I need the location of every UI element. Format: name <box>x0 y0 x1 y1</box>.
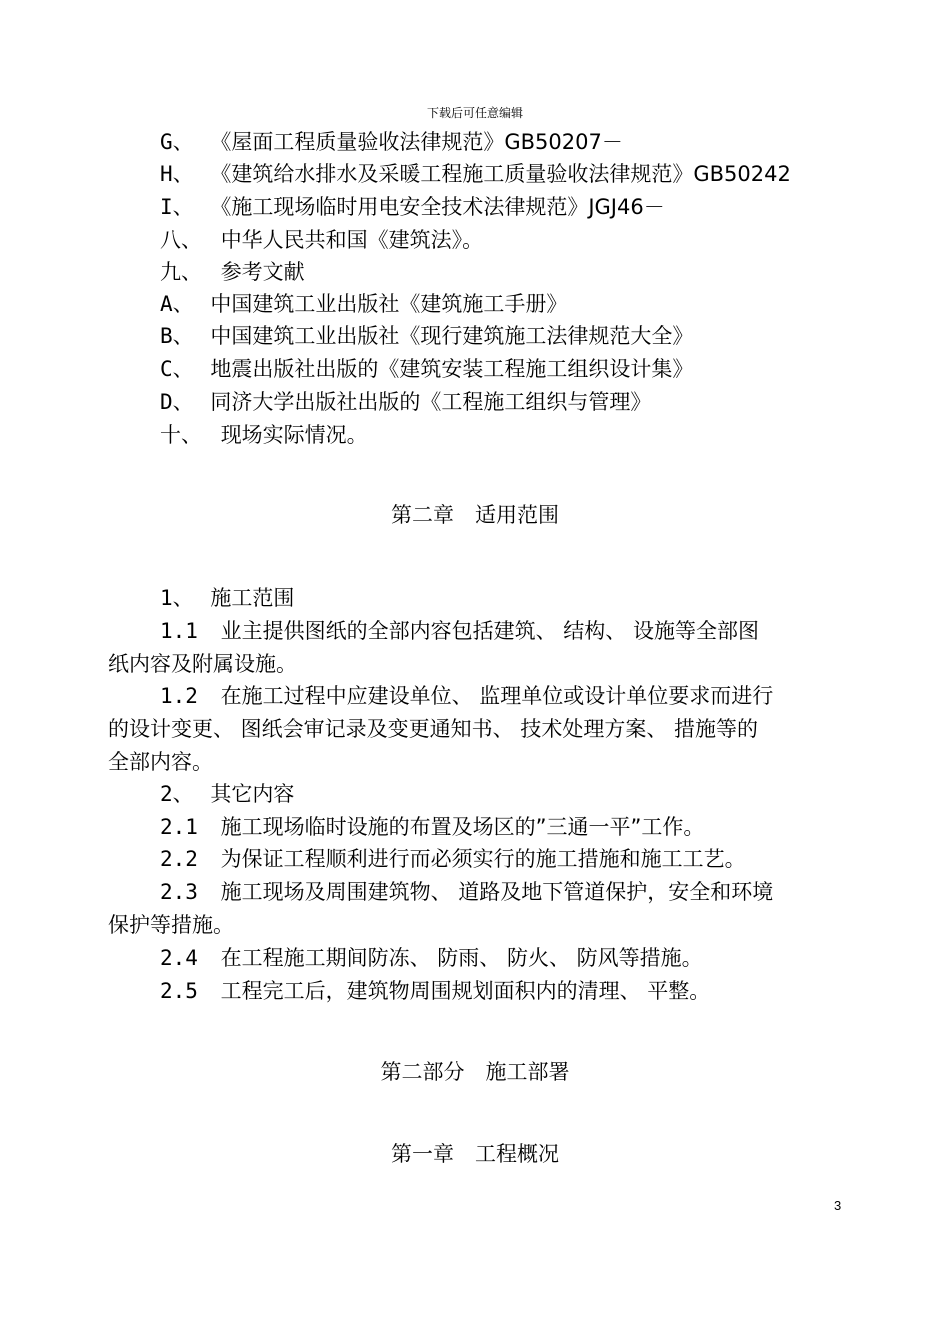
item-text: 中华人民共和国《建筑法》。 <box>220 228 484 252</box>
paragraph-number: 2.3 <box>160 880 198 904</box>
paragraph-line: 在施工过程中应建设单位、 监理单位或设计单位要求而进行 <box>220 684 774 708</box>
paragraph-number: 1.2 <box>160 684 198 708</box>
section-heading <box>160 582 294 615</box>
paragraph-number: 2.5 <box>160 979 198 1003</box>
paragraph-2-4 <box>160 942 703 975</box>
paragraph-line: 纸内容及附属设施。 <box>108 652 297 676</box>
item-marker: 八、 <box>160 228 202 252</box>
page-header: 下载后可任意编辑 <box>426 106 523 120</box>
book-text: 同济大学出版社出版的《工程施工组织与管理》 <box>210 390 652 414</box>
book-marker: D、 <box>160 390 194 414</box>
section-heading <box>160 778 294 811</box>
paragraph-line: 保护等措施。 <box>108 913 234 937</box>
ref-text: 《建筑给水排水及采暖工程施工质量验收法律规范》GB50242 <box>210 162 791 186</box>
paragraph-line: 在工程施工期间防冻、 防雨、 防火、 防风等措施。 <box>220 946 703 970</box>
paragraph-number: 1.1 <box>160 619 198 643</box>
paragraph-line: 全部内容。 <box>108 750 213 774</box>
paragraph-line: 业主提供图纸的全部内容包括建筑、 结构、 设施等全部图 <box>220 619 759 643</box>
paragraph-line: 施工现场及周围建筑物、 道路及地下管道保护，安全和环境 <box>220 880 774 904</box>
ref-text: 《施工现场临时用电安全技术法律规范》JGJ46－ <box>210 195 665 219</box>
part-heading: 第二部分 施工部署 <box>380 1060 570 1084</box>
section-title: 其它内容 <box>210 782 295 806</box>
book-item-d <box>160 386 651 419</box>
section-title: 施工范围 <box>210 586 295 610</box>
ref-marker: G、 <box>160 130 194 154</box>
paragraph-2-3 <box>160 876 773 909</box>
paragraph-2-1 <box>160 811 704 844</box>
paragraph-2-2 <box>160 843 746 876</box>
item-text: 现场实际情况。 <box>220 423 368 447</box>
item-text: 参考文献 <box>220 260 305 284</box>
list-item-10 <box>160 419 368 452</box>
paragraph-line: 的设计变更、 图纸会审记录及变更通知书、 技术处理方案、 措施等的 <box>108 717 759 741</box>
chapter-heading: 第二章 适用范围 <box>391 503 559 527</box>
book-text: 中国建筑工业出版社《建筑施工手册》 <box>210 292 568 316</box>
ref-text: 《屋面工程质量验收法律规范》GB50207－ <box>210 130 623 154</box>
book-text: 地震出版社出版的《建筑安装工程施工组织设计集》 <box>210 357 694 381</box>
list-item-9 <box>160 256 305 289</box>
item-marker: 十、 <box>160 423 202 447</box>
book-marker: C、 <box>160 357 194 381</box>
ref-marker: I、 <box>160 195 194 219</box>
book-item-c <box>160 353 693 386</box>
paragraph-number: 2.2 <box>160 847 198 871</box>
paragraph-1-2 <box>160 680 773 713</box>
section-marker: 1、 <box>160 586 194 610</box>
book-item-b <box>160 320 693 353</box>
paragraph-line: 工程完工后，建筑物周围规划面积内的清理、 平整。 <box>220 979 711 1003</box>
page-number: 3 <box>834 1198 842 1213</box>
section-marker: 2、 <box>160 782 194 806</box>
book-marker: A、 <box>160 292 194 316</box>
book-marker: B、 <box>160 324 194 348</box>
chapter-heading: 第一章 工程概况 <box>391 1142 559 1166</box>
paragraph-number: 2.1 <box>160 815 198 839</box>
list-item-8 <box>160 224 483 257</box>
book-text: 中国建筑工业出版社《现行建筑施工法律规范大全》 <box>210 324 694 348</box>
paragraph-line: 为保证工程顺利进行而必须实行的施工措施和施工工艺。 <box>220 847 746 871</box>
ref-item-g <box>160 126 623 159</box>
item-marker: 九、 <box>160 260 202 284</box>
ref-marker: H、 <box>160 162 194 186</box>
paragraph-1-1 <box>160 615 759 648</box>
paragraph-number: 2.4 <box>160 946 198 970</box>
book-item-a <box>160 288 567 321</box>
paragraph-2-5 <box>160 975 710 1008</box>
paragraph-line: 施工现场临时设施的布置及场区的”三通一平”工作。 <box>220 815 705 839</box>
ref-item-i <box>160 191 665 224</box>
ref-item-h <box>160 158 791 191</box>
